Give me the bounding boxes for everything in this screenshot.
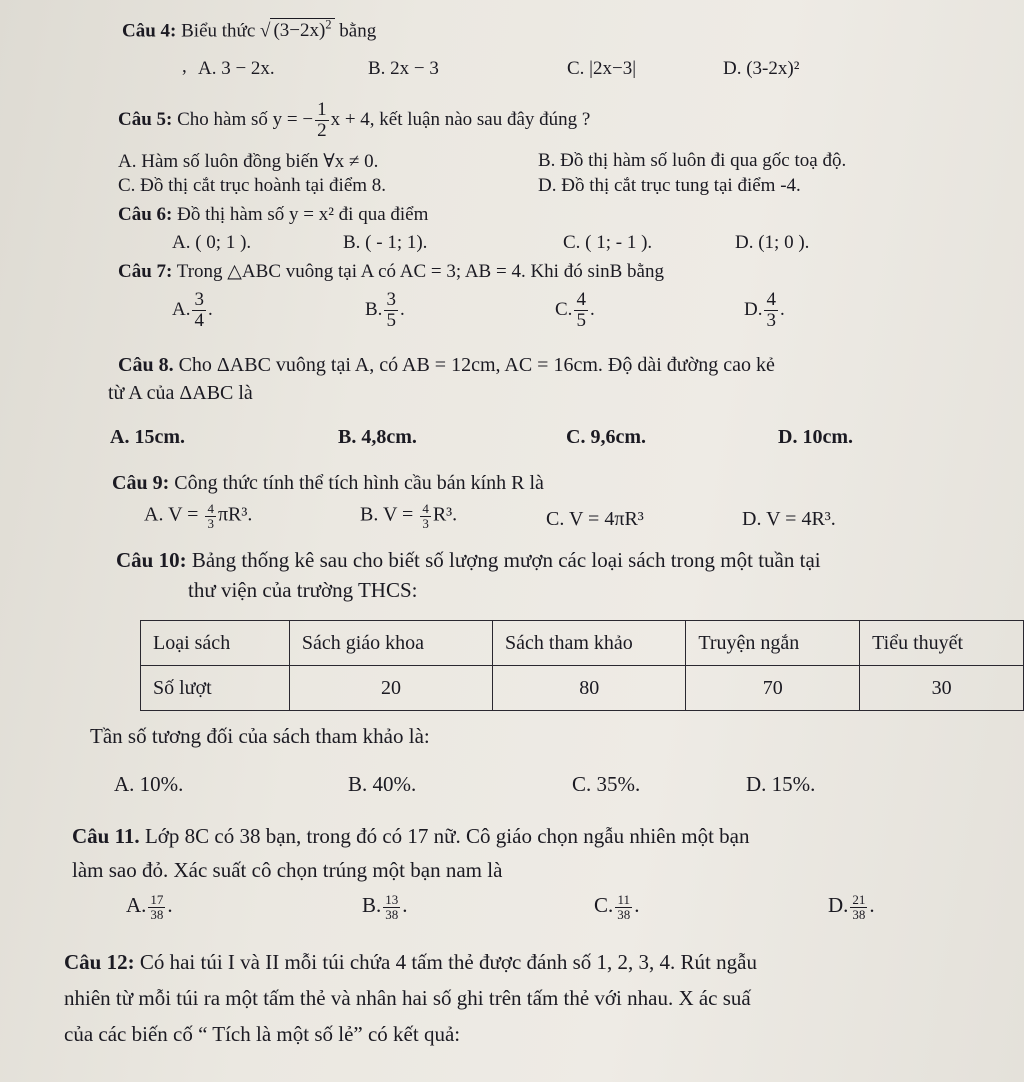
question-5-fraction: [315, 100, 329, 141]
question-7-option-b: [365, 290, 405, 331]
option-end: .: [589, 298, 595, 320]
question-9-option-b: [360, 502, 457, 530]
option-letter: B.: [365, 298, 383, 320]
question-8-line-2: từ A của ΔABC là: [108, 382, 253, 404]
option-text: A. V =: [144, 503, 204, 526]
question-5-option-d: D. Đồ thị cắt trục tung tại điểm -4.: [538, 175, 801, 196]
question-12-line-3: của các biến cố “ Tích là một số lẻ” có kết quả:: [64, 1022, 461, 1046]
fraction-numerator: 4: [576, 289, 586, 310]
fraction-denominator: 3: [422, 515, 429, 531]
fraction-denominator: 3: [207, 515, 214, 531]
question-4-mark: ,: [182, 56, 187, 77]
option-letter: C.: [594, 893, 614, 917]
table-header-cell: Tiểu thuyết: [860, 621, 1024, 666]
option-letter: D.: [828, 893, 849, 917]
option-end: .: [207, 298, 213, 320]
option-text: πR³.: [217, 503, 253, 526]
table-header-row: [141, 621, 1024, 666]
question-5-option-b: B. Đồ thị hàm số luôn đi qua gốc toạ độ.: [538, 150, 847, 171]
option-letter: B.: [362, 893, 382, 917]
table-cell: 30: [860, 666, 1024, 711]
fraction-numerator: 3: [386, 289, 396, 310]
option-letter: A.: [126, 893, 147, 917]
question-5-option-a: A. Hàm số luôn đồng biến ∀x ≠ 0.: [118, 151, 379, 172]
question-7-text: Trong △ABC vuông tại A có AC = 3; AB = 4. Khi đó sinB bằng: [176, 261, 664, 282]
question-4-text-post: bằng: [339, 20, 377, 42]
question-12-line-2: nhiên từ mỗi túi ra một tấm thẻ và nhân hai số ghi trên tấm thẻ với nhau. X ác suấ: [64, 986, 751, 1010]
fraction-numerator: 4: [766, 289, 776, 310]
question-8-option-a: A. 15cm.: [110, 426, 185, 448]
option-text: R³.: [432, 503, 458, 526]
question-4: [122, 18, 376, 42]
statistics-table: [140, 620, 1024, 711]
question-7-option-d: [744, 290, 785, 331]
question-9: [112, 472, 544, 495]
question-4-option-a: A. 3 − 2x.: [198, 58, 275, 79]
question-6-label: Câu 6:: [118, 204, 173, 225]
question-10-option-d: D. 15%.: [746, 772, 816, 796]
option-text: B. V =: [360, 503, 419, 526]
question-5-text-pre: Cho hàm số y = −: [177, 108, 314, 130]
question-4-text-pre: Biểu thức: [181, 20, 256, 42]
option-letter: C.: [555, 298, 573, 320]
question-10-option-c: C. 35%.: [572, 772, 641, 796]
question-8-option-d: D. 10cm.: [778, 426, 853, 448]
question-12-line-1: [64, 950, 757, 975]
square-root-expression: √ $(3-2x)^2$: [260, 18, 334, 42]
question-9-option-a: [144, 502, 252, 530]
question-5-option-c: C. Đồ thị cắt trục hoành tại điểm 8.: [118, 175, 387, 196]
question-10-option-b: B. 40%.: [348, 772, 417, 796]
option-end: .: [779, 298, 785, 320]
question-6-text: Đồ thị hàm số y = x² đi qua điểm: [177, 204, 429, 225]
fraction-numerator: 4: [207, 501, 214, 516]
question-10-line-2: thư viện của trường THCS:: [188, 578, 418, 602]
fraction-denominator: 2: [317, 119, 327, 141]
option-letter: D.: [744, 298, 763, 320]
fraction-numerator: 11: [615, 893, 632, 908]
question-10-label: Câu 10:: [116, 548, 187, 572]
table-row: [141, 666, 1024, 711]
question-7-option-a: [172, 290, 213, 331]
question-11-label: Câu 11.: [72, 824, 140, 848]
option-end: .: [399, 298, 405, 320]
question-11-option-b: [362, 893, 408, 921]
question-8-text-1: Cho ΔABC vuông tại A, có AB = 12cm, AC = 16cm. Độ dài đường cao kẻ: [178, 354, 775, 376]
question-10-question: Tần số tương đối của sách tham khảo là:: [90, 724, 430, 748]
table-header-cell: Loại sách: [141, 621, 290, 666]
question-8-label: Câu 8.: [118, 354, 174, 376]
question-9-option-c: C. V = 4πR³: [546, 508, 644, 530]
fraction-denominator: 3: [766, 309, 776, 331]
question-6-option-c: C. ( 1; - 1 ).: [563, 232, 653, 253]
fraction-denominator: 38: [852, 906, 866, 922]
radicand-power: 2: [325, 18, 332, 32]
question-8-option-b: B. 4,8cm.: [338, 426, 417, 448]
fraction-denominator: 38: [617, 906, 631, 922]
fraction-numerator: 13: [385, 892, 399, 908]
question-7: [118, 260, 664, 283]
question-12-label: Câu 12:: [64, 950, 135, 974]
question-11-option-d: [828, 893, 875, 921]
question-7-label: Câu 7:: [118, 261, 173, 282]
option-end: .: [869, 893, 875, 917]
question-6-option-d: D. (1; 0 ).: [735, 232, 810, 253]
question-11-option-c: [594, 893, 640, 921]
fraction-numerator: 1: [317, 99, 327, 120]
fraction-numerator: 4: [422, 501, 429, 516]
question-4-label: Câu 4:: [122, 20, 177, 42]
table-cell: 20: [289, 666, 492, 711]
fraction-denominator: 38: [385, 906, 399, 922]
question-6: [118, 204, 428, 226]
table-cell: Số lượt: [141, 666, 290, 711]
question-11-option-a: [126, 893, 173, 921]
question-4-option-b: B. 2x − 3: [368, 58, 439, 79]
question-8-option-c: C. 9,6cm.: [566, 426, 646, 448]
fraction-numerator: 17: [150, 892, 164, 908]
question-10-text-1: Bảng thống kê sau cho biết số lượng mượn các loại sách trong một tuần tại: [191, 548, 821, 572]
question-5-text-post: x + 4, kết luận nào sau đây đúng ?: [330, 108, 591, 130]
question-8-line-1: [118, 354, 775, 377]
question-11-line-1: [72, 824, 750, 849]
question-7-option-c: [555, 290, 595, 331]
question-6-option-a: A. ( 0; 1 ).: [172, 232, 252, 253]
question-10-line-1: [116, 548, 821, 573]
question-4-option-d: D. (3-2x)²: [723, 58, 800, 79]
fraction-denominator: 38: [150, 906, 164, 922]
option-end: .: [167, 893, 173, 917]
fraction-numerator: 21: [852, 892, 866, 908]
fraction-numerator: 3: [194, 289, 204, 310]
fraction-denominator: 4: [194, 309, 204, 331]
question-9-text: Công thức tính thể tích hình cầu bán kính R là: [174, 472, 544, 494]
question-11-line-2: làm sao đỏ. Xác suất cô chọn trúng một bạn nam là: [72, 858, 503, 882]
question-5: [118, 100, 590, 141]
table-header-cell: Sách tham khảo: [493, 621, 686, 666]
question-4-option-c: C. |2x−3|: [567, 58, 636, 79]
question-11-text-1: Lớp 8C có 38 bạn, trong đó có 17 nữ. Cô giáo chọn ngẫu nhiên một bạn: [144, 824, 750, 848]
radicand: (3−2x): [273, 20, 326, 42]
question-9-option-d: D. V = 4R³.: [742, 508, 836, 530]
table-cell: 80: [493, 666, 686, 711]
table-header-cell: Truyện ngắn: [686, 621, 860, 666]
question-10-option-a: A. 10%.: [114, 772, 184, 796]
fraction-denominator: 5: [386, 309, 396, 331]
option-end: .: [402, 893, 408, 917]
question-5-label: Câu 5:: [118, 108, 173, 130]
question-12-text-1: Có hai túi I và II mỗi túi chứa 4 tấm thẻ được đánh số 1, 2, 3, 4. Rút ngẫu: [139, 950, 757, 974]
option-letter: A.: [172, 298, 191, 320]
option-end: .: [634, 893, 640, 917]
question-6-option-b: B. ( - 1; 1).: [343, 232, 428, 253]
question-9-label: Câu 9:: [112, 472, 170, 494]
table-cell: 70: [686, 666, 860, 711]
fraction-denominator: 5: [576, 309, 586, 331]
table-header-cell: Sách giáo khoa: [289, 621, 492, 666]
